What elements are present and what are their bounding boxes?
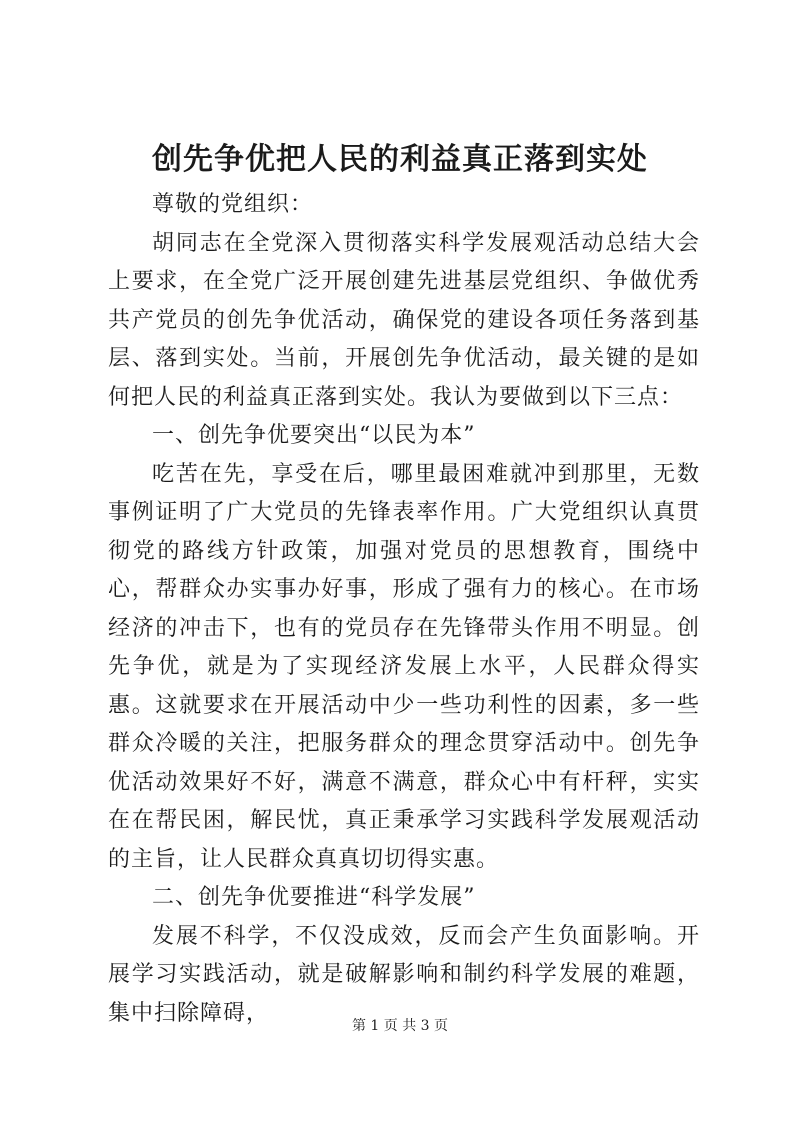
- document-body: [108, 186, 700, 1033]
- salutation: 尊敬的党组织：: [152, 192, 314, 217]
- page-footer: 第 1 页 共 3 页: [351, 1018, 449, 1034]
- section-heading-2: 二、创先争优要推进“科学发展”: [152, 885, 476, 910]
- paragraph-section-2: 发展不科学，不仅没成效，反而会产生负面影响。开展学习实践活动，就是破解影响和制约科学发展的难题，集中扫除障碍，: [108, 923, 700, 1026]
- paragraph-section-1: 吃苦在先，享受在后，哪里最困难就冲到那里，无数事例证明了广大党员的先锋表率作用。广大党组织认真贯彻党的路线方针政策，加强对党员的思想教育，围绕中心，帮群众办实事办好事，形成了强有力的核心。在市场经济的冲击下，也有的党员存在先锋带头作用不明显。创先争优，就是为了实现经济发展上水平，人民群众得实惠。这就要求在开展活动中少一些功利性的因素，多一些群众冷暖的关注，把服务群众的理念贯穿活动中。创先争优活动效果好不好，满意不满意，群众心中有杆秤，实实在在帮民困，解民忧，真正秉承学习实践科学发展观活动的主旨，让人民群众真真切切得实惠。: [108, 461, 700, 872]
- section-heading-1: 一、创先争优要突出“以民为本”: [152, 423, 476, 448]
- document-title: 创先争优把人民的利益真正落到实处: [152, 142, 648, 177]
- paragraph-intro: 胡同志在全党深入贯彻落实科学发展观活动总结大会上要求，在全党广泛开展创建先进基层党组织、争做优秀共产党员的创先争优活动，确保党的建设各项任务落到基层、落到实处。当前，开展创先争优活动，最关键的是如何把人民的利益真正落到实处。我认为要做到以下三点：: [108, 230, 700, 410]
